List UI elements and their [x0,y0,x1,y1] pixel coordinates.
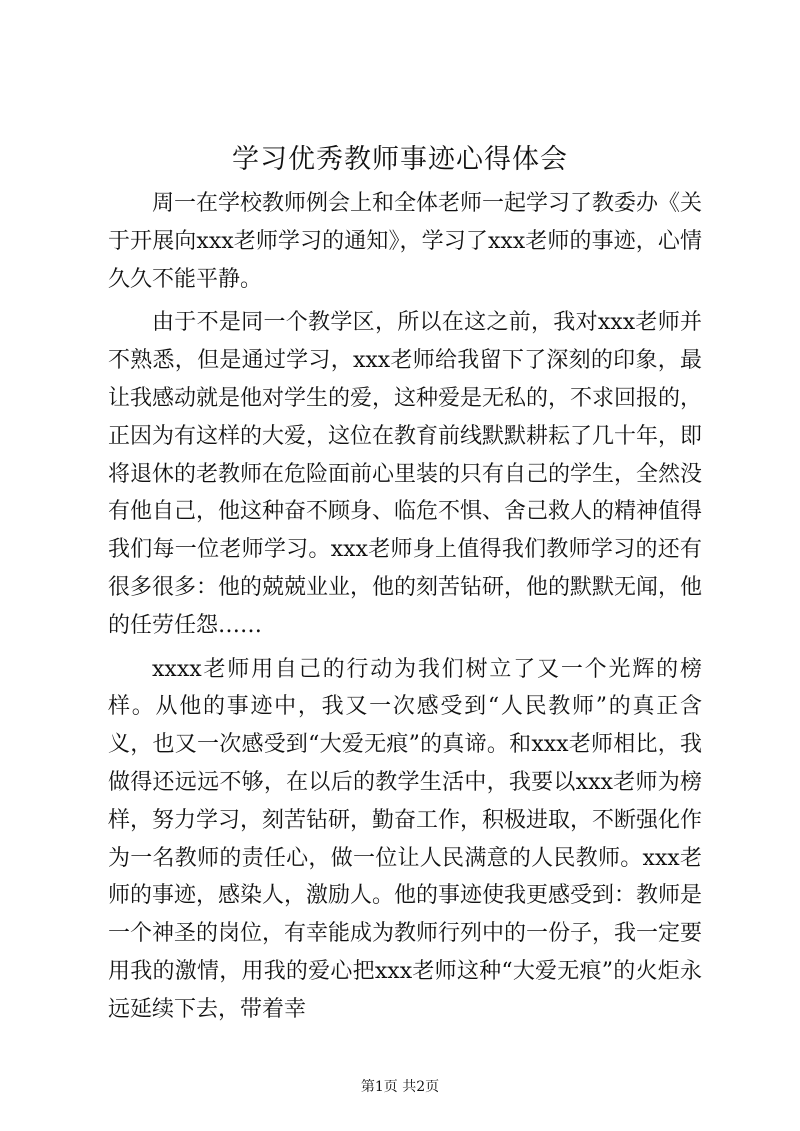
paragraph-1: 周一在学校教师例会上和全体老师一起学习了教委办《关于开展向xxx老师学习的通知》，学习了xxx老师的事迹，心情久久不能平静。 [108,191,703,292]
document-title: 学习优秀教师事迹心得体会 [232,144,568,175]
page-footer: 第1页 共2页 [360,1079,440,1095]
paragraph-3: xxxx老师用自己的行动为我们树立了又一个光辉的榜样。从他的事迹中，我又一次感受到“人民教师”的真正含义，也又一次感受到“大爱无痕”的真谛。和xxx老师相比，我做得还远远不够，在以后的教学生活中，我要以xxx老师为榜样，努力学习，刻苦钻研，勤奋工作，积极进取，不断强化作为一名教师的责任心，做一位让人民满意的人民教师。xxx老师的事迹，感染人，激励人。他的事迹使我更感受到：教师是一个神圣的岗位，有幸能成为教师行列中的一份子，我一定要用我的激情，用我的爱心把xxx老师这种“大爱无痕”的火炬永远延续下去，带着幸 [108,656,703,1022]
paragraph-2: 由于不是同一个教学区，所以在这之前，我对xxx老师并不熟悉，但是通过学习，xxx老师给我留下了深刻的印象，最让我感动就是他对学生的爱，这种爱是无私的，不求回报的，正因为有这样的大爱，这位在教育前线默默耕耘了几十年，即将退休的老教师在危险面前心里装的只有自己的学生，全然没有他自己，他这种奋不顾身、临危不惧、舍己救人的精神值得我们每一位老师学习。xxx老师身上值得我们教师学习的还有很多很多：他的兢兢业业，他的刻苦钻研，他的默默无闻，他的任劳任怨…… [108,310,703,638]
document-body [108,185,702,1035]
